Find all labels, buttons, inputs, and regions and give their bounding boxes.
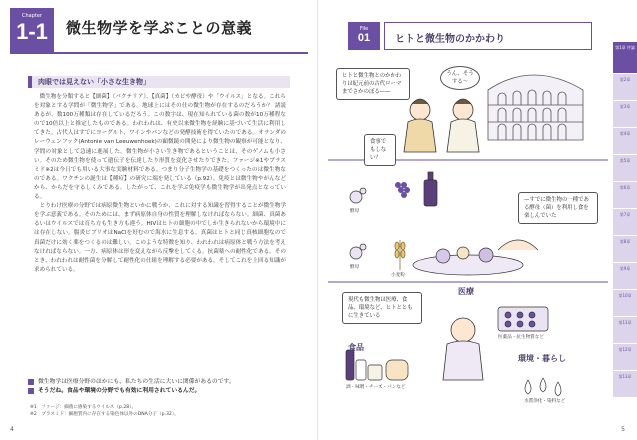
summary-row: [28, 378, 290, 387]
person-center-icon: [443, 318, 483, 380]
wheat-icon: [395, 240, 405, 270]
bottle-icon: [346, 350, 408, 380]
index-tab[interactable]: 第12章: [613, 344, 637, 371]
narration-mid: —すでに微生物の一種である酵母（菌）を利用し食を楽しんでいた: [518, 192, 598, 224]
file-word: File: [359, 26, 369, 32]
summary-row: [28, 387, 290, 396]
page-number-left: 4: [10, 426, 14, 433]
speech-left: 食事でもしない？: [364, 134, 396, 166]
environment-note: 水質浄化・染料など: [524, 399, 566, 404]
category-food: 食品: [348, 343, 364, 352]
file-number: 01: [357, 32, 371, 44]
narration-top: ヒトと微生物とのかかわりは紀元前の古代ローマまでさかのぼる——: [336, 68, 410, 100]
index-tab[interactable]: 第3章: [613, 101, 637, 128]
index-tab[interactable]: 第1章 序論: [613, 42, 637, 74]
page-number-right: 5: [621, 426, 625, 433]
yeast-label: 酵母: [350, 209, 360, 214]
right-page: [318, 0, 637, 440]
bullet-icon: [28, 388, 34, 394]
illustration-drawing: [328, 60, 608, 420]
index-tab[interactable]: 第13章: [613, 371, 637, 398]
medical-note: 医薬品・抗生物質など: [498, 335, 544, 340]
index-tab[interactable]: 第5章: [613, 155, 637, 182]
file-title-box: [384, 22, 592, 50]
body-text: [34, 93, 286, 275]
wine-bottle-icon: [424, 172, 437, 206]
colosseum-icon: [488, 75, 583, 140]
left-page: [0, 0, 318, 440]
footnote: ※2 プラスミド：細胞質内に存在する染色体以外のDNA分子（p.32）。: [30, 412, 179, 417]
file-title: ヒトと微生物のかかわり: [395, 34, 505, 45]
footnote: ※1 ファージ：細菌に感染するウイルス（p.28）。: [30, 405, 137, 410]
index-tab[interactable]: 第2章: [613, 74, 637, 101]
index-tab[interactable]: 第11章: [613, 317, 637, 344]
footnotes: [30, 404, 292, 418]
roman-people-icon: [404, 99, 479, 152]
index-tab[interactable]: 第4章: [613, 128, 637, 155]
yeast-icon: [350, 188, 366, 259]
section-heading-text: 肉眼では見えない「小さな生き物」: [38, 78, 150, 86]
chapter-badge: [10, 8, 54, 54]
pills-icon: [498, 307, 548, 331]
paragraph: 微生物を分類すると【細菌】（バクテリア）、【真菌】（カビや酵母）や「ウイルス」となる。これらを対象とする学問が「微生物学」である。地球上にはその仕の微生物が存在するのだろうか？ 諸説あるが、数100万種類は存在しているだろう。この数字は、現在知られている菌の数が10万種程なので10倍以上と推定したものである。われわれは、有史以来微生物を経験に基づいて生活に利用してきた。古代人はすでにヨーグルト、ワインやパンなどの発酵技術を得ていたのである。オランダのレーウェンフック(Antonie van Leeuwenhoek)の顕微鏡の開発により微生物の観察が可能となり、学問の対象として急速に進展した。微生物が小さい生き物であるということは、そのゲノムも小さい。そのため微生物を使って遺伝子を伝達したり形質を変化させたりできた。ファージ※1やプラスミド※2は今日でも用いる大事な実験材料である。つまり分子生物学の基礎をつくったのは微生物なのである。ワクチンの誕生は【種痘】の研究に端を発している（p.92）。免疫とは微生物やがんなどから、からだを守るしくみである。したがって、これを学ぶ免疫学も微生物学が出発点となっている。: [34, 94, 286, 201]
yeast-label: 酵母: [350, 265, 360, 270]
index-tab[interactable]: 第9章: [613, 263, 637, 290]
chapter-word: Chapter: [22, 13, 42, 19]
chapter-number: 1-1: [16, 19, 48, 44]
speech-right: うん、そうする〜: [440, 66, 480, 90]
bullet-icon: [28, 379, 34, 385]
chapter-index-tabs: [613, 42, 637, 398]
index-tab[interactable]: 第8章: [613, 236, 637, 263]
category-medical: 医療: [458, 287, 474, 296]
category-environment: 環境・暮らし: [518, 354, 566, 363]
section-heading: [28, 76, 290, 88]
water-drop-icon: [525, 378, 561, 396]
paragraph: とりわけ医療の分野では病原微生物といかに戦うか、これに対する知識を習得することが微生物学を学ぶ意義である。そのためには、まず病原体自身の性質を理解しなければならない。細菌、真菌あるいはウイルスでは育ち方も生き方も違う。HIVはヒトの細胞の中でしか生きられないから環境中には存在しない。腸炎ビブリオはNaClを好むので海水に生息する。真菌はヒトと同じ真核細胞なので真菌だけに効く薬をつくるのは難しい。このような特徴を知り、われわれは病原体と戦う方法を考えなければならない。一方、病原体は形を変えながら反撃をしてくる。抗菌薬への耐性化である。そのとき、われわれは耐性菌を分解して耐性化の仕組を理解する必要がある。そしてこれを上回る知識が求められている。: [34, 203, 286, 273]
feast-table-icon: [413, 240, 538, 275]
narration-bottom: 現代も微生物は医療、食品、環境など、ヒトとともに生きている: [342, 292, 422, 324]
index-tab[interactable]: 第10章: [613, 290, 637, 317]
index-tab[interactable]: 第7章: [613, 209, 637, 236]
food-note: 酒・味噌・チーズ・パンなど: [346, 385, 406, 390]
index-tab[interactable]: 第6章: [613, 182, 637, 209]
grapes-icon: [395, 182, 410, 198]
summary-box: [28, 378, 290, 395]
page-title: 微生物学を学ぶことの意義: [66, 19, 253, 37]
wheat-label: 小麦粉: [391, 273, 405, 278]
illustration: [328, 60, 608, 420]
summary-text: そうだね。食品や環境の分野でも有効に利用されているんだ。: [38, 387, 201, 394]
summary-text: 微生物学は医療分野のほかにも、私たちの生活に大いに関係があるのです。: [38, 379, 235, 385]
file-badge: [348, 22, 380, 50]
